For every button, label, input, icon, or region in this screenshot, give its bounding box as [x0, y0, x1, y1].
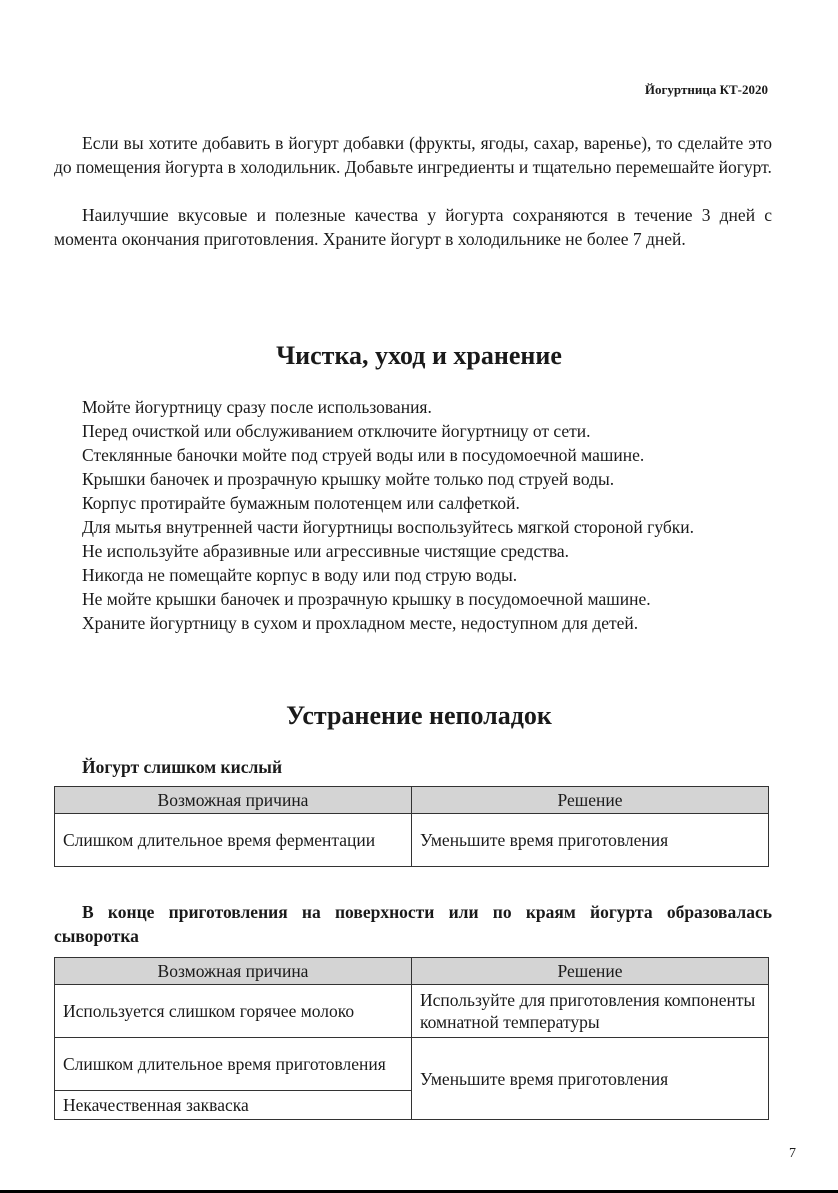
table-row: [55, 814, 769, 867]
list-item: Стеклянные баночки мойте под струей воды или в посудомоечной машине.: [82, 445, 645, 465]
running-header: Йогуртница КТ-2020: [644, 82, 768, 97]
problem-2-table: [54, 957, 769, 1120]
list-item: Крышки баночек и прозрачную крышку мойте только под струей воды.: [82, 469, 615, 489]
solution-cell: Используйте для приготовления компоненты комнатной температуры: [412, 985, 769, 1038]
care-instructions-list: [82, 395, 782, 635]
solution-cell: Уменьшите время приготовления: [412, 1038, 769, 1120]
list-item: Для мытья внутренней части йогуртницы воспользуйтесь мягкой стороной губки.: [82, 517, 695, 537]
cause-cell: Некачественная закваска: [55, 1091, 412, 1120]
column-header-solution: Решение: [412, 787, 769, 814]
cause-cell: Используется слишком горячее молоко: [55, 985, 412, 1038]
cause-cell: Слишком длительное время приготовления: [55, 1038, 412, 1091]
table-row: [55, 1038, 769, 1091]
cause-cell: Слишком длительное время ферментации: [55, 814, 412, 867]
column-header-cause: Возможная причина: [55, 958, 412, 985]
list-item: Не используйте абразивные или агрессивные чистящие средства.: [82, 541, 570, 561]
list-item: Никогда не помещайте корпус в воду или под струю воды.: [82, 565, 518, 585]
troubleshooting-section-title: Устранение неполадок: [286, 701, 552, 730]
problem-1-title: Йогурт слишком кислый: [82, 757, 283, 777]
table-header-row: [55, 958, 769, 985]
table-row: [55, 985, 769, 1038]
problem-1-table: [54, 786, 769, 867]
list-item: Корпус протирайте бумажным полотенцем или салфеткой.: [82, 493, 520, 513]
intro-paragraph-1: Если вы хотите добавить в йогурт добавки (фрукты, ягоды, сахар, варенье), то сделайте это до помещения йогурта в холодильник. Добавьте ингредиенты и тщательно перемешайте йогурт.: [54, 133, 772, 177]
solution-cell: Уменьшите время приготовления: [412, 814, 769, 867]
list-item: Храните йогуртницу в сухом и прохладном месте, недоступном для детей.: [82, 613, 639, 633]
list-item: Не мойте крышки баночек и прозрачную крышку в посудомоечной машине.: [82, 589, 651, 609]
intro-paragraph-2: Наилучшие вкусовые и полезные качества у йогурта сохраняются в течение 3 дней с момента окончания приготовления. Храните йогурт в холодильнике не более 7 дней.: [54, 205, 772, 249]
page-number: 7: [789, 1146, 796, 1161]
column-header-solution: Решение: [412, 958, 769, 985]
problem-2-title: В конце приготовления на поверхности или по краям йогурта образовалась сыворотка: [54, 902, 772, 946]
column-header-cause: Возможная причина: [55, 787, 412, 814]
list-item: Перед очисткой или обслуживанием отключите йогуртницу от сети.: [82, 421, 591, 441]
table-header-row: [55, 787, 769, 814]
care-section-title: Чистка, уход и хранение: [276, 341, 562, 370]
list-item: Мойте йогуртницу сразу после использования.: [82, 397, 432, 417]
